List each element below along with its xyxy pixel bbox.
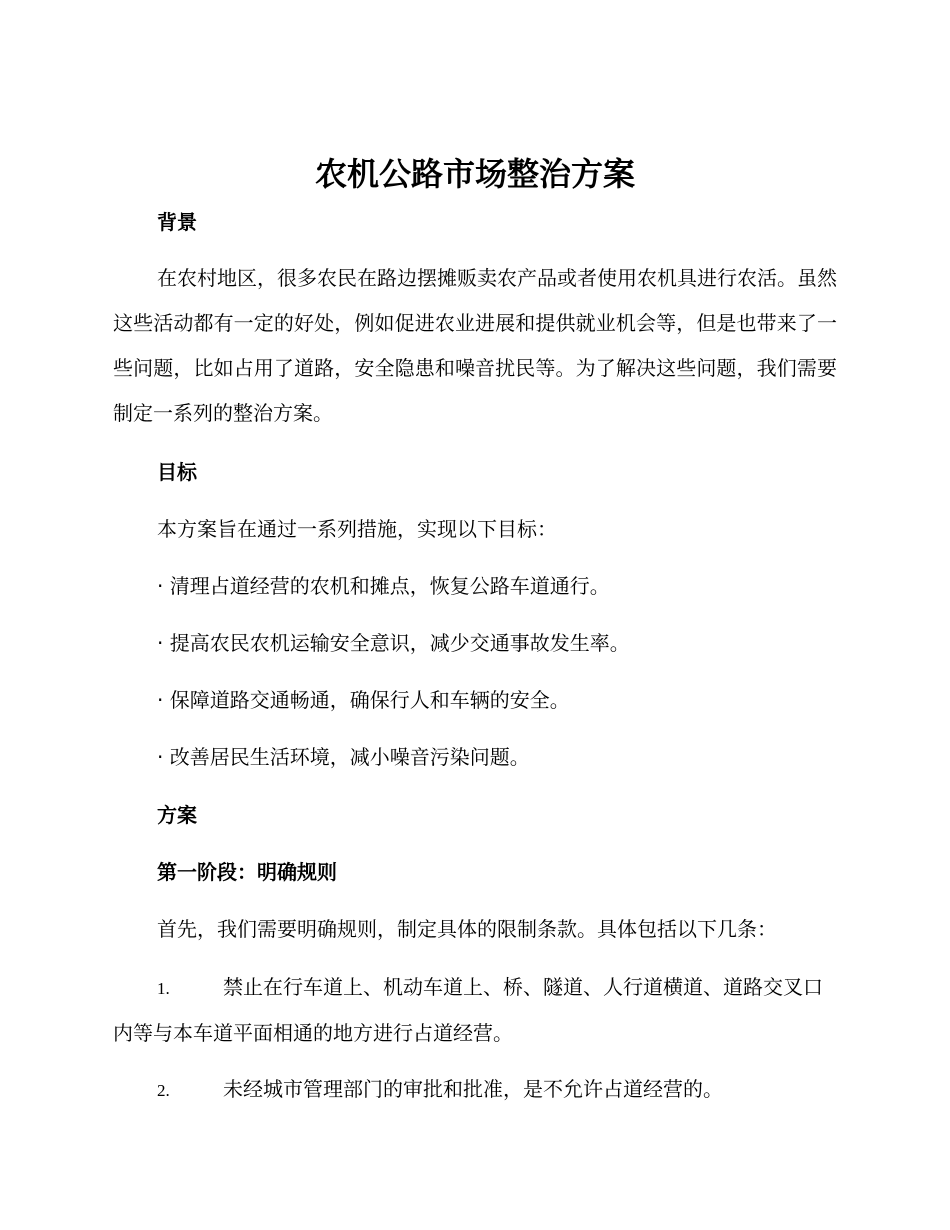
item-text: 未经城市管理部门的审批和批准，是不允许占道经营的。 [223,1077,723,1101]
item-number: 1. [157,979,170,998]
goal-bullet-item [157,572,610,600]
item-number: 2. [157,1081,170,1100]
numbered-item [113,1067,837,1113]
document-title: 农机公路市场整治方案 [314,155,635,193]
goal-text: 改善居民生活环境，减小噪音污染问题。 [169,745,530,769]
section-heading-plan: 方案 [157,803,197,827]
item-text: 禁止在行车道上、机动车道上、桥、隧道、人行道横道、道路交叉口内等与本车道平面相通的地方进行占道经营。 [113,975,823,1045]
goal-text: 提高农民农机运输安全意识，减少交通事故发生率。 [169,631,630,655]
section-heading-goals: 目标 [157,460,197,484]
bullet-dot-icon: · [157,688,164,712]
goal-bullet-item [157,629,630,657]
goal-text: 清理占道经营的农机和摊点，恢复公路车道通行。 [169,574,610,598]
goal-text: 保障道路交通畅通，确保行人和车辆的安全。 [169,688,570,712]
phase1-heading: 第一阶段：明确规则 [157,860,337,884]
goals-intro: 本方案旨在通过一系列措施，实现以下目标： [157,517,557,541]
section-heading-background: 背景 [157,210,197,234]
phase1-intro: 首先，我们需要明确规则，制定具体的限制条款。具体包括以下几条： [157,917,777,941]
goal-bullet-item [157,686,570,714]
bullet-dot-icon: · [157,574,164,598]
goal-bullet-item [157,743,530,771]
bullet-dot-icon: · [157,631,164,655]
background-paragraph: 在农村地区，很多农民在路边摆摊贩卖农产品或者使用农机具进行农活。虽然这些活动都有一定的好处，例如促进农业进展和提供就业机会等，但是也带来了一些问题，比如占用了道路，安全隐患和噪音扰民等。为了解决这些问题，我们需要制定一系列的整治方案。 [113,266,837,425]
bullet-dot-icon: · [157,745,164,769]
numbered-item [113,965,837,1056]
